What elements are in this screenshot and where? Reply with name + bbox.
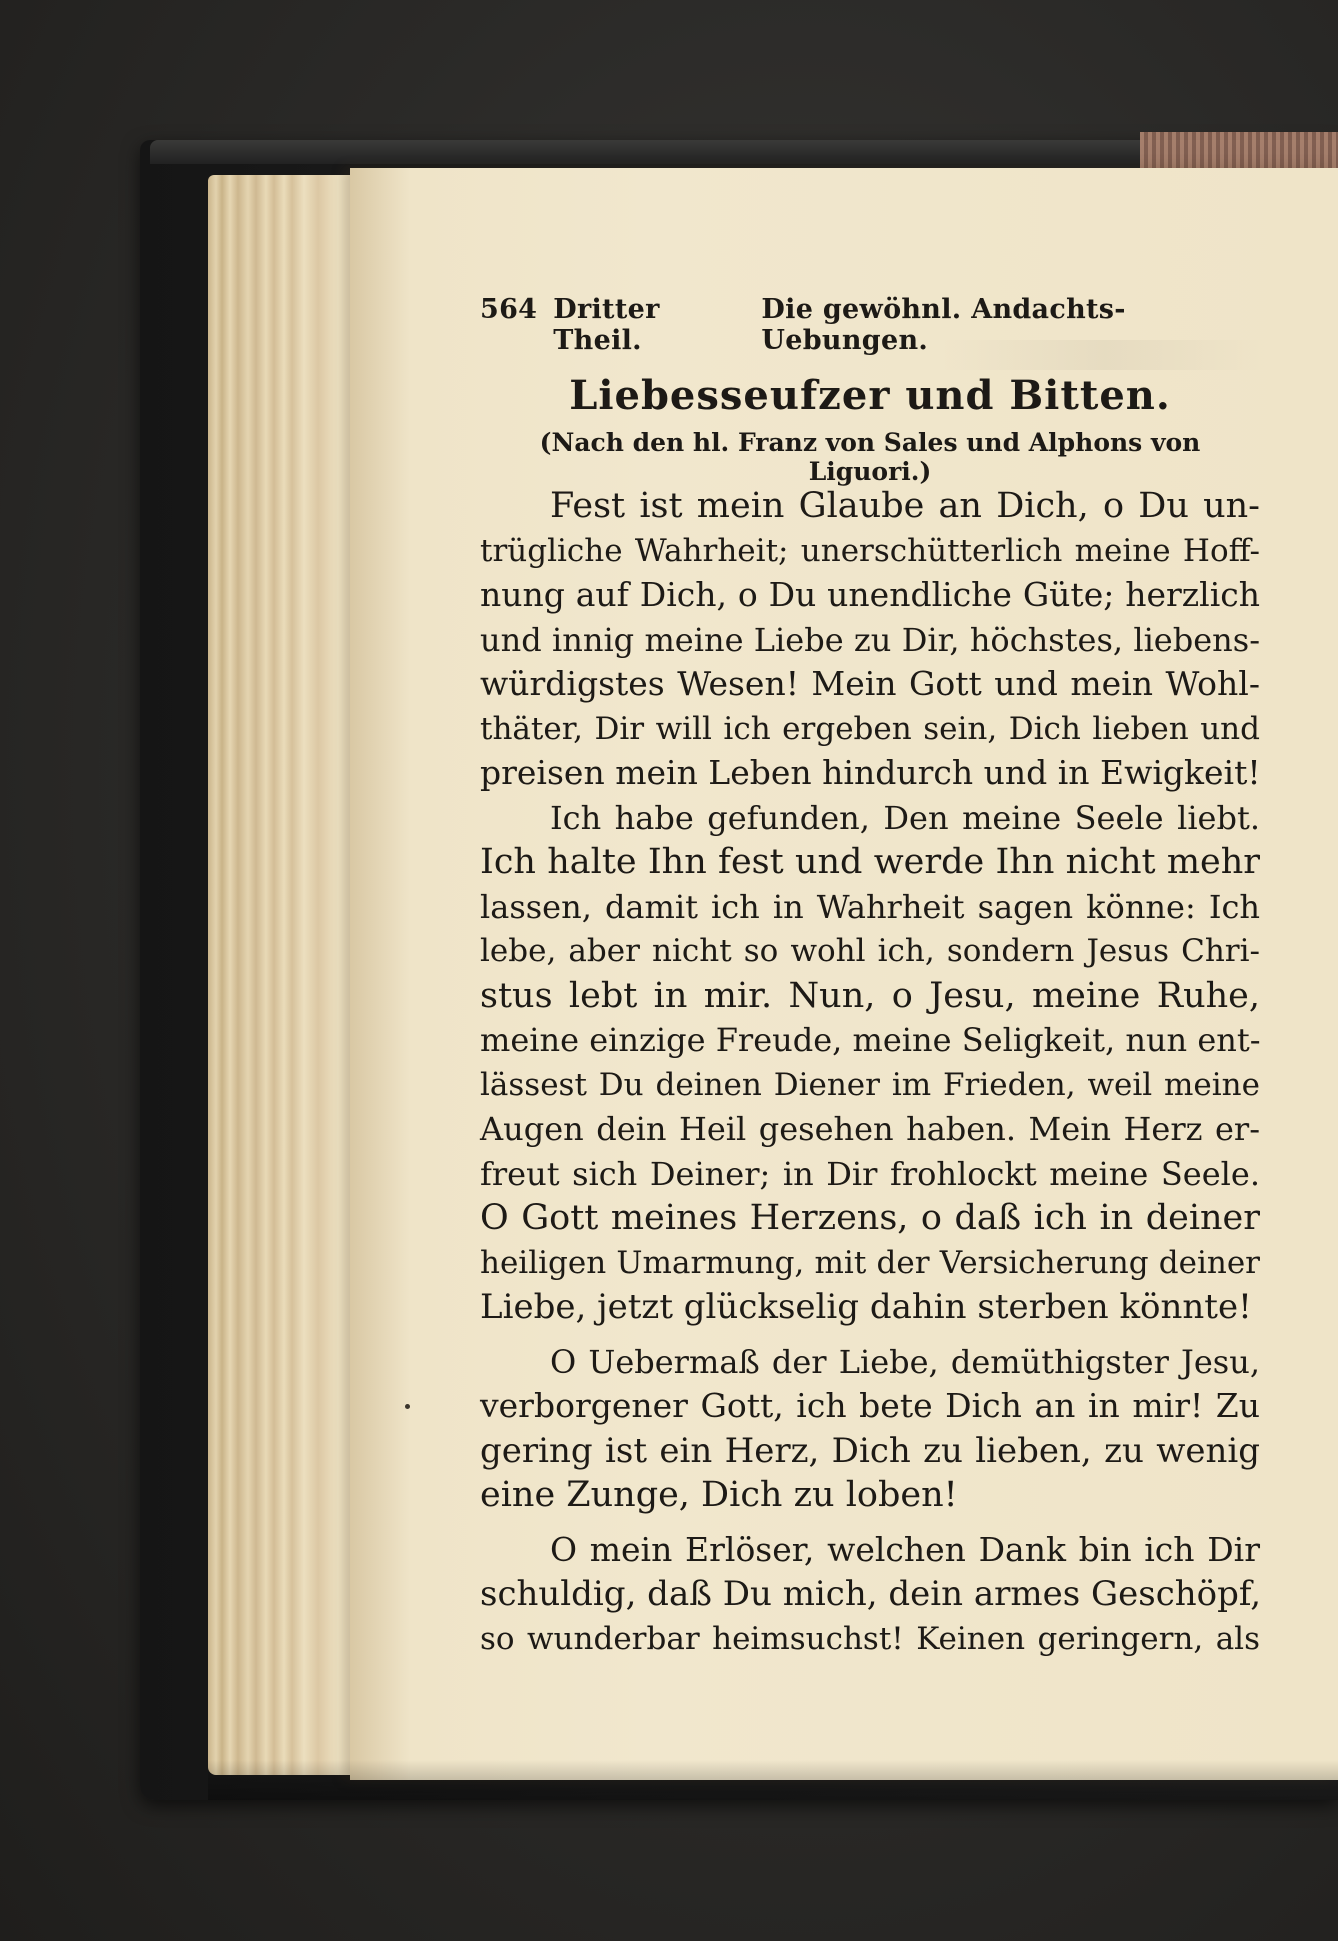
- text-line: heiligen Umarmung, mit der Versicherung deiner: [480, 1244, 1260, 1281]
- running-head: [480, 294, 1260, 356]
- text-line: lebe, aber nicht so wohl ich, sondern Jesus Chri-: [480, 933, 1260, 969]
- stray-mark: [405, 1404, 410, 1409]
- paragraph: [480, 1528, 1260, 1662]
- text-line: so wunderbar heimsuchst! Keinen geringern, als: [480, 1620, 1260, 1657]
- text-line: freut sich Deiner; in Dir frohlockt meine Seele.: [480, 1154, 1260, 1193]
- text-line: O mein Erlöser, welchen Dank bin ich Dir: [550, 1529, 1260, 1569]
- section-title: Liebesseufzer und Bitten.: [569, 372, 1171, 419]
- paragraph: [480, 1340, 1260, 1518]
- paragraph: [480, 796, 1260, 1330]
- text-line: preisen mein Leben hindurch und in Ewigkeit!: [480, 753, 1261, 792]
- text-line: Ich halte Ihn fest und werde Ihn nicht mehr: [480, 842, 1260, 882]
- text-line: thäter, Dir will ich ergeben sein, Dich lieben und: [480, 710, 1260, 747]
- page-shadow: [208, 1760, 1338, 1800]
- text-line: und innig meine Liebe zu Dir, höchstes, liebens-: [480, 620, 1260, 659]
- text-line: trügliche Wahrheit; unerschütterlich meine Hoff-: [480, 532, 1260, 569]
- text-line: Liebe, jetzt glückselig dahin sterben könnte!: [480, 1287, 1252, 1327]
- text-line: verborgener Gott, ich bete Dich an in mir! Zu: [480, 1386, 1260, 1425]
- page-text: [480, 294, 1260, 1661]
- text-line: lassen, damit ich in Wahrheit sagen könne: Ich: [480, 887, 1260, 926]
- text-line: Ich habe gefunden, Den meine Seele liebt.: [550, 798, 1260, 837]
- text-line: Fest ist mein Glaube an Dich, o Du un-: [550, 486, 1260, 526]
- book-headband: [1140, 132, 1338, 172]
- page-number: 564: [480, 294, 538, 325]
- section-subtitle: (Nach den hl. Franz von Sales und Alphons von Liguori.): [539, 428, 1201, 486]
- text-line: O Gott meines Herzens, o daß ich in deiner: [480, 1198, 1260, 1238]
- text-line: eine Zunge, Dich zu loben!: [480, 1475, 958, 1515]
- running-head-chapter: Die gewöhnl. Andachts-Uebungen.: [761, 294, 1126, 356]
- text-line: nung auf Dich, o Du unendliche Güte; herzlich: [480, 575, 1260, 614]
- text-line: gering ist ein Herz, Dich zu lieben, zu wenig: [480, 1430, 1260, 1471]
- text-line: lässest Du deinen Diener im Frieden, weil meine: [480, 1066, 1260, 1103]
- text-line: würdigstes Wesen! Mein Gott und mein Wohl-: [480, 664, 1260, 703]
- text-line: O Uebermaß der Liebe, demüthigster Jesu,: [550, 1342, 1260, 1381]
- text-line: Augen dein Heil gesehen haben. Mein Herz er-: [480, 1110, 1260, 1148]
- paragraph: [480, 484, 1260, 796]
- running-head-section: Dritter Theil.: [553, 294, 660, 356]
- text-line: schuldig, daß Du mich, dein armes Geschöpf,: [480, 1574, 1262, 1614]
- text-line: meine einzige Freude, meine Seligkeit, nun ent-: [480, 1021, 1261, 1059]
- text-line: stus lebt in mir. Nun, o Jesu, meine Ruhe,: [480, 975, 1260, 1016]
